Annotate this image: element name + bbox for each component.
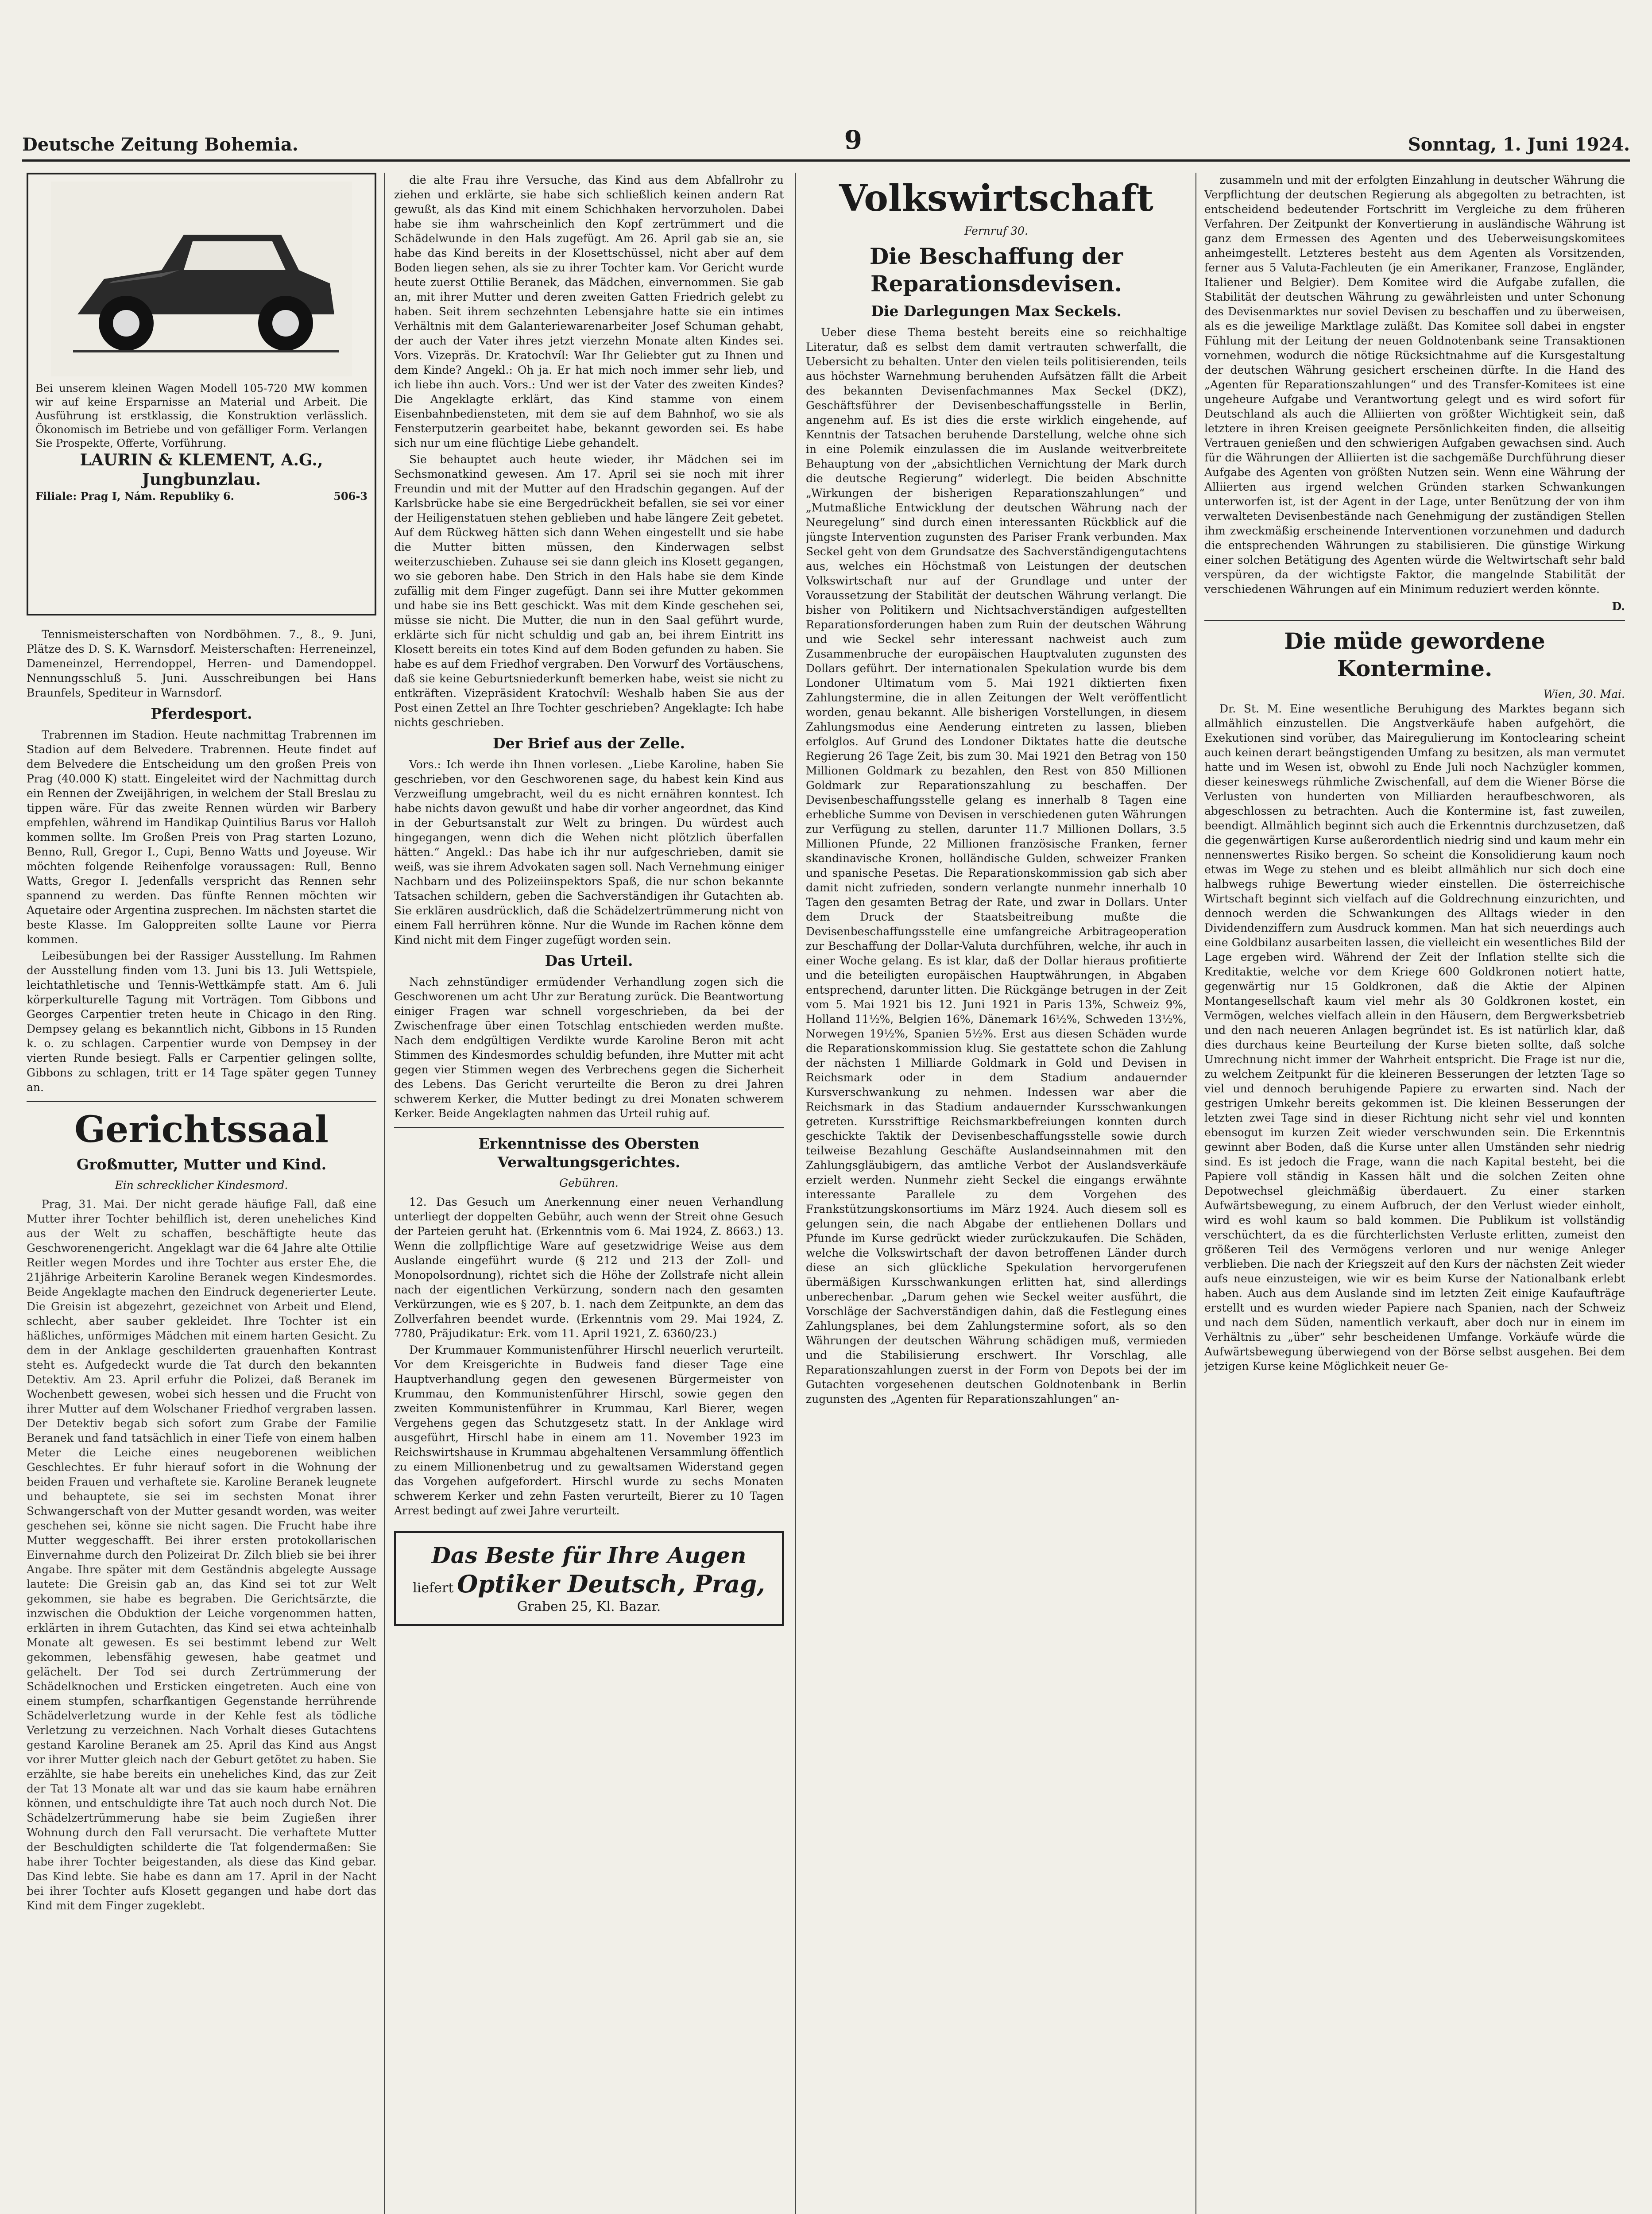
- trial-testimony-text: Sie behauptet auch heute wieder, ihr Mädchen sei im Sechsmonatkind gewesen. Am 17. April sei sie noch mit ihrer Freundin und mit der Mutter auf den Hradschin gegangen. Auf der Karlsbrücke habe sie eine Bergedrückheit befallen, sie sei vor einer der Heiligenstatuen stehen geblieben und habe längere Zeit gebetet. Auf dem Rückweg hätten sich dann Wehen eingestellt und sie habe die Mutter bitten müssen, den Kinderwagen selbst weiterzuschieben. Zuhause sei sie dann gleich ins Klosett gegangen, wo sie geboren habe. Den Strich in den Hals habe sie dem Kinde zufällig mit dem Finger zugefügt. Dann sei ihre Mutter gekommen und habe sie ins Bett geschickt. Was mit dem Kinde geschehen sei, müsse sie nicht. Die Mutter, die nun in den Saal geführt wurde, erklärte sich für nicht schuldig und gab an, bei ihrem Eintritt ins Klosett bereits ein totes Kind auf dem Boden gefunden zu haben. Sie habe es auf dem Friedhof vergraben. Den Vorwurf des Vortäuschens, daß sie keine Geburtsniederkunft bemerken habe, weist sie nicht zu entkräften. Vizepräsident Kratochvíl: Weshalb haben Sie aus der Post einen Zettel an Ihre Tochter geschrieben? Angeklagte: Ich habe nichts geschrieben.: [394, 453, 784, 729]
- reparation-text: Ueber diese Thema besteht bereits eine so reichhaltige Literatur, daß es selbst dem damit vertrauten schwerfallt, die Uebersicht zu behalten. Unter den vielen teils politisierenden, teils aus höchster Warnehmung beruhenden Aufsätzen fällt die Arbeit des bekannten Devisenfachmannes Max Seckel (DKZ), Geschäftsführer der Devisenbeschaffungsstelle in Berlin, angenehm auf. Es ist dies die erste wirklich eingehende, auf Kenntnis der Tatsachen beruhende Darstellung, welche ohne sich in eine Polemik einzulassen die im Auslande weitverbreitete Behauptung von der „absichtlichen Vernichtung der Mark durch die deutsche Regierung“ widerlegt. Die beiden Abschnitte „Wirkungen der bisherigen Reparationszahlungen“ und „Mutmaßliche Entwicklung der deutschen Währung nach der Neuregelung“ sind durch einen interessanten Rückblick auf die jüngste Intervention zugunsten des Pariser Frank verbunden. Max Seckel geht von dem Grundsatze des Sachverständigengutachtens aus, welches ein Höchstmaß von Leistungen der deutschen Volkswirtschaft nur auf der Grundlage und unter der Voraussetzung der Stabilität der deutschen Währung verlangt. Die bisher von Politikern und Nichtsachverständigen aufgestellten Reparationsforderungen haben zum Ruin der deutschen Währung und wie Seckel sehr interessant nachweist auch zum Zusammenbruche der europäischen Hauptvaluten zugunsten des Dollars geführt. Der internationalen Spekulation wurde bis dem Londoner Ultimatum vom 5. Mai 1921 diktierten fixen Zahlungstermine, die in allen Zeitungen der Welt veröffentlicht worden, genau bekannt. Alle bisherigen Vorstellungen, in diesem Zahlungsmodus eine Aenderung eintreten zu lassen, blieben erfolglos. Auf Grund des Londoner Diktates hatte die deutsche Regierung 26 Tage Zeit, bis zum 30. Mai 1921 den Betrag von 150 Millionen Goldmark zu bezahlen, den Rest von 850 Millionen Goldmark zur Reparationszahlung zu beschaffen. Der Devisenbeschaffungsstelle gelang es innerhalb 8 Tagen eine erhebliche Summe von Devisen in verschiedenen guten Währungen zur Verfügung zu stellen, darunter 11.7 Millionen Dollars, 3.5 Millionen Pfunde, 22 Millionen französische Franken, ferner skandinavische Kronen, holländische Gulden, schweizer Franken und spanische Pesetas. Die Reparationskommission gab sich aber damit nicht zufrieden, sondern verlangte nunmehr innerhalb 10 Tagen den gesamten Betrag der Rate, und zwar in Dollars. Unter dem Druck der Staatsbeitreibung mußte die Devisenbeschaffungsstelle eine umfangreiche Arbitrageoperation zur Beschaffung der Dollar-Valuta durchführen, welche, ihr auch in einer Woche gelang. Es ist klar, daß der Dollar hieraus profitierte und die beteiligten europäischen Hauptwährungen, in Abgaben entsprechend, darunter litten. Die Rückgänge betrugen in der Zeit vom 5. Mai 1921 bis 12. Juni 1921 in Paris 13%, Schweiz 9%, Holland 11½%, Belgien 16%, Dänemark 16½%, Schweden 13½%, Norwegen 19½%, Spanien 5½%. Erst aus diesen Schäden wurde die Reparationskommission klug. Sie gestattete schon die Zahlung der nächsten 1 Milliarde Goldmark in Gold und Devisen in Reichsmark oder in dem Stadium andauernder Kursverschwankung zu nehmen. Indessen war aber die Reichsmark in das Stadium andauernder Kursschwankungen getreten. Kursstriftige Reichsmarkbefreiungen konnten durch geschickte Taktik der Devisenbeschaffungsstelle sowie durch teilweise Bezahlung Geschäfte Auslandseinnahmen mit den Zahlungsgläubigern, das amtliche Verbot der Auslandsverkäufe erzielt werden. Nunmehr zieht Seckel die eingangs erwähnte interessante Parallele zu dem Vorgehen des Frankstützungskonsortiums im März 1924. Auch diesem soll es gelungen sein, die nach Abgabe der entliehenen Dollars und Pfunde im Kurse gedrückt wieder zurückzukaufen. Die Schäden, welche die Volkswirtschaft der davon betroffenen Länder durch diese an sich glückliche Spekulation hervorgerufenen übermäßigen Kursschwankungen erlitten hat, sind allerdings unberechenbar. „Darum gehen wie Seckel weiter ausführt, die Vorschläge der Sachverständigen dahin, daß die Festlegung eines Zahlungsplanes, bei dem Zahlungstermine sofort, als so den Währungen der deutschen Währung schädigen muß, vermieden und die Stabilisierung erschwert. Ihr Vorschlag, alle Reparationszahlungen zuerst in der Form von Depots bei der im Gutachten vorgesehenen deutschen Goldnotenbank in Berlin zugunsten des „Agenten für Reparationszahlungen“ an-: [806, 326, 1187, 1405]
- trial-continued-text: die alte Frau ihre Versuche, das Kind aus dem Abfallrohr zu ziehen und erklärte, sie habe sich schließlich keinen andern Rat gewußt, als das Kind mit einem Schichhaken hervorzuholen. Dabei habe sie ihm wahrscheinlich den Kopf zertrümmert und die Schädelwunde in den Hals zugefügt. Am 26. April gab sie an, sie habe das Kind bereits in der Klosettschüssel, nicht aber auf dem Boden liegen sehen, als sie zu ihrer Tochter kam. Vor Gericht wurde heute zuerst Ottilie Beranek, das Mädchen, einvernommen. Sie gab an, mit ihrer Mutter und deren zweiten Gatten Friedrich gelebt zu haben. Seit ihrem sechzehnten Lebensjahre hatte sie ein intimes Verhältnis mit dem Galanteriewarenarbeiter Josef Schuman gehabt, der auch der Vater ihres jetzt vierzehn Monate alten Kindes sei. Vors. Vizepräs. Dr. Kratochvíl: War Ihr Geliebter gut zu Ihnen und dem Kinde? Angekl.: Oh ja. Er hat mich noch immer sehr lieb, und ich liebe ihn auch. Vors.: Und wer ist der Vater des zweiten Kindes? Die Angeklagte erklärt, das Kind stamme von einem Eisenbahnbediensteten, mit dem sie auf dem Bahnhof, wo sie als Fensterputzerin gearbeitet habe, bekannt geworden sei. Es habe sich nur um eine flüchtige Liebe gehandelt.: [394, 174, 784, 449]
- ad-branch: Filiale: Prag I, Nám. Republiky 6.: [35, 490, 234, 503]
- ad-code: 506-3: [333, 490, 368, 503]
- column-2: [394, 173, 784, 2214]
- verwaltung-text: 12. Das Gesuch um Anerkennung einer neuen Verhandlung unterliegt der doppelten Gebühr, auch wenn der Streit ohne Gesuch der Parteien geruht hat. (Erkenntnis vom 6. Mai 1924, Z. 8663.) 13. Wenn die zollpflichtige Ware auf gesetzwidrige Weise aus dem Auslande eingeführt wurde (§ 212 und 213 der Zoll- und Monopolsordnung), richtet sich die Höhe der Zollstrafe nicht allein nach der eigentlichen Verkürzung, sondern nach den gesamten Verkürzungen, wie es § 207, b. 1. nach dem Zeitpunkte, an dem das Zollverfahren beendet wurde. (Erkenntnis vom 29. Mai 1924, Z. 7780, Präjudikatur: Erk. vom 11. April 1921, Z. 6360/23.): [394, 1196, 784, 1340]
- car-advertisement: [27, 173, 376, 615]
- optiker-slogan: Das Beste für Ihre Augen: [431, 1542, 747, 1568]
- column-1: [27, 173, 376, 2214]
- column-divider: [1195, 173, 1196, 2214]
- reparation-continued-text: zusammeln und mit der erfolgten Einzahlung in deutscher Währung die Verpflichtung der deutschen Regierung als abgegolten zu betrachten, ist entscheidend bedeutender Fortschritt im Vergleiche zu dem früheren Verfahren. Der Zeitpunkt der Konvertierung in ausländische Währung ist ganz dem Ermessen des Agenten und des Ueberweisungskomitees anheimgestellt. Letzteres besteht aus dem Agenten als Vorsitzenden, ferner aus 5 Valuta-Fachleuten (je ein Amerikaner, Franzose, Engländer, Italiener und Belgier). Dem Komitee wird die Aufgabe zufallen, die Stabilität der deutschen Währung zu gewährleisten und unter Schonung des Devisenmarktes nur soviel Devisen zu beschaffen und zu überweisen, als es die jeweilige Marktlage zuläßt. Das Komitee soll dabei in engster Fühlung mit der Leitung der neuen Goldnotenbank seine Transaktionen vornehmen, wodurch die nötige Rücksichtnahme auf die Kursgestaltung der deutschen Währung gesichert erscheinen dürfte. In die Hand des „Agenten für Reparationszahlungen“ und des Transfer-Komitees ist eine ungeheure Aufgabe und Verantwortung gelegt und es wird sofort für Deutschland als auch die Alliierten von größter Wichtigkeit sein, daß letztere in ihren Kreisen geeignete Persönlichkeiten finden, die allseitig Vertrauen genießen und den schwierigen Aufgaben gewachsen sind. Auch für die Währungen der Alliierten ist die sachgemäße Durchführung dieser Aufgabe des Agenten von größten Nutzen sein. Wenn eine Währung der Alliierten aus irgend welchen Gründen starken Schwankungen unterworfen ist, ist der Agent in der Lage, unter Benützung der von ihm verwalteten Devisenbestände nach Genehmigung der zuständigen Stellen ihm zweckmäßig erscheinende Interventionen vorzunehmen und dadurch die entsprechenden Währungen zu stabilisieren. Die günstige Wirkung einer solchen Betätigung des Agenten würde die Weltwirtschaft sehr bald verspüren, da der wichtigste Faktor, die mangelnde Stabilität der verschiedenen Währungen auf ein Minimum reduziert werden könnte.: [1204, 174, 1625, 596]
- column-divider: [795, 173, 796, 2214]
- reparation-headline: Die Beschaffung der Reparationsdevisen.: [869, 243, 1123, 297]
- issue-date: Sonntag, 1. Juni 1924.: [1408, 134, 1630, 155]
- masthead-rule: [22, 159, 1630, 162]
- kontermine-text: Dr. St. M. Eine wesentliche Beruhigung des Marktes begann sich allmählich einzustellen. Die Angstverkäufe haben aufgehört, die Exekutionen sind vorüber, das Mairegulierung im Kontoclearing scheint auch keinen derart beängstigenden Umfang zu besitzen, als man vermutet hatte und im Wesen ist, obwohl zu Ende Juli noch Nachzügler kommen, dieser keineswegs rühmliche Zwischenfall, auf dem die Wiener Börse die Verlusten von hunderten von Milliarden heraufbeschworen, als abgeschlossen zu betrachten. Auch die Kontermine ist, fast zuweilen, beendigt. Allmählich beginnt sich auch die Erkenntnis durchzusetzen, daß die gegenwärtigen Kurse außerordentlich niedrig sind und kaum mehr ein nennenswertes Risiko bergen. So scheint die Konsolidierung kaum noch etwas im Wege zu stehen und es bleibt allmählich nur sich doch eine halbwegs ruhige Bewertung wieder einstellen. Die österreichische Wirtschaft beginnt sich vielfach auf die Goldrechnung einzurichten, und dennoch werden die Schwankungen des Alltags wieder in den Dividendenziffern zum Ausdruck kommen. Man hat sich neuerdings auch eine Goldbilanz ausarbeiten lassen, die vielleicht ein wesentliches Bild der Lage ergeben wird. Während der Zeit der Inflation stellte sich die Kreditaktie, welche vor dem Kriege 600 Goldkronen notiert hatte, gegenwärtig nur 15 Goldkronen, daß die Aktie der Alpinen Montangesellschaft kaum viel mehr als 30 Goldkronen kostet, ein Vermögen, welches vielfach allein in den Häusern, dem Bergwerksbetrieb und den nach neueren Anlagen begründet ist. Es ist natürlich klar, daß dies durchaus keine Beurteilung der Kurse bieten sollte, daß solche Umrechnung nicht immer der Wahrheit entspricht. Die Frage ist nur die, zu welchem Zeitpunkt für die kleineren Besserungen der letzten Tage so viel und dennoch beruhigende Papiere zu erwarten sind. Nach der gestrigen Umkehr bereits gekommen ist. Die kleinen Besserungen der letzten zwei Tage sind in dieser Richtung nicht sehr viel und konnten ebensogut im kurzen Zeit wieder verschwunden sein. Die Erkenntnis gewinnt aber Boden, daß die Kurse unter allen Umständen sehr niedrig sind. Es ist jedoch die Frage, wann die nach Kapital besteht, bei die Papiere voll ständig in Kassen hält und die solchen Zeiten ohne Depotwechsel gleichmäßig überdauert. Zu einer starken Aufwärtsbewegung, zu einem Aufbruch, der den Verlust wieder einholt, wird es wohl kaum so bald kommen. Die Publikum ist vollständig verschüchtert, da es die fürchterlichsten Verluste erlitten, zumeist den größeren Teil des Vermögens verloren und nur wenige Anleger verblieben. Die nach der Kriegszeit auf den Kurs der nächsten Zeit wieder aufs neue einzusteigen, wie wir es beim Kurse der Nationalbank erlebt haben. Auch aus dem Auslande sind im letzten Zeit einige Kaufaufträge erstellt und es wurden wieder Papiere nach Spanien, nach der Schweiz und nach dem Süden, namentlich verkauft, aber doch nur in einem im Verhältnis zu „über“ sehr bescheidenen Umfange. Vorkäufe würde die Aufwärtsbewegung überwiegend von der Börse selbst ausgehen. Bei dem jetzigen Kurse keine Möglichkeit neuer Ge-: [1204, 702, 1625, 1373]
- gerichtssaal-tagline: Ein schrecklicher Kindesmord.: [115, 1179, 288, 1192]
- verwaltung-heading: Erkenntnisse des Obersten Verwaltungsgerichtes.: [478, 1135, 700, 1171]
- verwaltung-subheading: Gebühren.: [559, 1177, 619, 1189]
- optiker-prefix: liefert: [413, 1580, 454, 1596]
- volkswirtschaft-heading: Volkswirtschaft: [839, 177, 1153, 220]
- section-divider: [27, 1101, 376, 1102]
- article-signature: D.: [1612, 600, 1625, 613]
- column-4: [1204, 173, 1625, 2214]
- kontermine-headline: Die müde gewordene Kontermine.: [1284, 628, 1545, 681]
- ad-text: Bei unserem kleinen Wagen Modell 105-720 MW kommen wir auf keine Ersparnisse an Material und Arbeit. Die Ausführung ist erstklassig, die Konstruktion verlässlich. Ökonomisch im Betriebe und von gefälliger Form. Verlangen Sie Prospekte, Offerte, Vorführung.: [35, 382, 368, 449]
- newspaper-name: Deutsche Zeitung Bohemia.: [22, 134, 298, 155]
- section-divider: [1204, 620, 1625, 621]
- gerichtssaal-subheading: Großmutter, Mutter und Kind.: [76, 1156, 327, 1173]
- section-divider: [394, 1127, 784, 1128]
- car-illustration-icon: [51, 182, 352, 376]
- reparation-subheadline: Die Darlegungen Max Seckels.: [871, 302, 1122, 320]
- kontermine-dateline: Wien, 30. Mai.: [1543, 688, 1625, 701]
- pferdesport-text: Trabrennen im Stadion. Heute nachmittag Trabrennen im Stadion auf dem Belvedere. Trabrennen. Heute findet auf dem Belvedere die Entscheidung um den großen Preis von Prag (40.000 K) statt. Eingeleitet wird der Nachmittag durch ein Rennen der Zweijährigen, in welchem der Stall Breslau zu tippen wäre. Für das zweite Rennen würden wir Barbery empfehlen, während im Handikap Quintilius Barus vor Halloh kommen sollte. Im Großen Preis von Prag starten Lozuno, Benno, Rull, Gregor I., Cupi, Benno Watts und Joyeuse. Wir möchten folgende Reihenfolge voraussagen: Rull, Benno Watts, Gregor I. Jedenfalls verspricht das Rennen sehr spannend zu werden. Das fünfte Rennen möchten wir Aquetaire oder Argentina zusprechen. Im nächsten startet die beste Klasse. Im Galoppreiten sollte Laune vor Pierra kommen.: [27, 728, 376, 946]
- sport-more-text: Leibesübungen bei der Rassiger Ausstellung. Im Rahmen der Ausstellung finden vom 13. Juni bis 13. Juli Wettspiele, leichtathletische und Tennis-Wettkämpfe statt. Am 6. Juli körperkulturelle Tagung mit Vorträgen. Tom Gibbons und Georges Carpentier treten heute in Chicago in den Ring. Dempsey gelang es bekanntlich nicht, Gibbons in 15 Runden k. o. zu schlagen. Carpentier wurde von Dempsey in der vierten Runde besiegt. Falls er Carpentier gelingen sollte, Gibbons zu schlagen, tritt er 14 Tage später gegen Tunney an.: [27, 949, 376, 1094]
- krummau-text: Der Krummauer Kommunistenführer Hirschl neuerlich verurteilt. Vor dem Kreisgerichte in Budweis fand dieser Tage eine Hauptverhandlung gegen den gewesenen Bürgermeister von Krummau, den Kommunistenführer Hirschl, sowie gegen den zweiten Kommunistenführer in Krummau, Karl Bierer, wegen Vergehens gegen das Schutzgesetz statt. In der Anklage wird ausgeführt, Hirschl habe in einem am 11. November 1923 im Reichswirtshause in Krummau abgehaltenen Versammlung öffentlich zu einem Millionenbetrug und zu gewaltsamen Widerstand gegen das Vorgehen aufgefordert. Hirschl wurde zu sechs Monaten schwerem Kerker und zehn Fasten verurteilt, Bierer zu 10 Tagen Arrest bedingt auf zwei Jahre verurteilt.: [394, 1343, 784, 1517]
- ad-branch-line: [35, 489, 368, 503]
- verdict-heading: Das Urteil.: [545, 952, 633, 969]
- optiker-advertisement: [394, 1531, 784, 1626]
- ad-brand: LAURIN & KLEMENT, A.G., Jungbunzlau.: [80, 451, 323, 489]
- verdict-text: Nach zehnstündiger ermüdender Verhandlung zogen sich die Geschworenen um acht Uhr zur Beratung zurück. Die Beantwortung einiger Fragen war schnell vorgeschrieben, da bei der Zwischenfrage über einen Totschlag entschieden werden mußte. Nach dem endgültigen Verdikte wurde Karoline Beron mit acht Stimmen des Kindesmordes schuldig befunden, ihre Mutter mit acht gegen vier Stimmen wegen des Verbrechens gegen die Sicherheit des Lebens. Das Gericht verurteilte die Beron zu drei Jahren schwerem Kerker, die Mutter bedingt zu drei Monaten schwerem Kerker. Beide Angeklagten nahmen das Urteil ruhig auf.: [394, 975, 784, 1120]
- masthead: [22, 120, 1630, 155]
- pferdesport-heading: Pferdesport.: [151, 705, 252, 722]
- volkswirtschaft-phone: Fernruf 30.: [964, 224, 1028, 237]
- page-number: 9: [844, 125, 863, 155]
- optiker-name: Optiker Deutsch, Prag,: [457, 1570, 765, 1598]
- column-divider: [384, 173, 385, 2214]
- optiker-address: Graben 25, Kl. Bazar.: [517, 1599, 661, 1614]
- column-3: [806, 173, 1187, 2214]
- letter-heading: Der Brief aus der Zelle.: [492, 735, 685, 752]
- sport-tennis-text: Tennismeisterschaften von Nordböhmen. 7., 8., 9. Juni, Plätze des D. S. K. Warnsdorf. Meisterschaften: Herreneinzel, Dameneinzel, Herrendoppel, Herren- und Damendoppel. Nennungsschluß 5. Juni. Ausschreibungen bei Hans Braunfels, Spediteur in Warnsdorf.: [27, 628, 376, 699]
- letter-text: Vors.: Ich werde ihn Ihnen vorlesen. „Liebe Karoline, haben Sie geschrieben, vor den Geschworenen sage, du habest kein Kind aus Verzweiflung umgebracht, weil du es nicht ernähren konntest. Ich habe nichts davon gewußt und habe dir vorher angeordnet, das Kind in der Geburtsanstalt zur Welt zu bringen. Du würdest auch hingegangen, wenn dich die Wehen nicht plötzlich überfallen hätten.“ Angekl.: Das habe ich ihr nur aufgeschrieben, damit sie weiß, was sie ihrem Advokaten sagen soll. Nach Vernehmung einiger Nachbarn und des Polizeiinspektors Spaß, die nur schon bekannte Tatsachen schildern, geben die Sachverständigen ihr Gutachten ab. Sie erklären ausdrücklich, daß die Schädelzertrümmerung nicht von einem Fall herrühren könne. Nur die Wunde im Rachen könne dem Kind nicht mit dem Finger zugefügt worden sein.: [394, 758, 784, 946]
- gerichtssaal-text: Prag, 31. Mai. Der nicht gerade häufige Fall, daß eine Mutter ihrer Tochter behilflich ist, deren uneheliches Kind aus der Welt zu schaffen, beschäftigte heute das Geschworenengericht. Angeklagt war die 64 Jahre alte Ottilie Reitler wegen Mordes und ihre Tochter aus erster Ehe, die 21jährige Arbeiterin Karoline Beranek wegen Kindesmordes. Beide Angeklagte machen den Eindruck degenerierter Leute. Die Greisin ist abgezehrt, gezeichnet von Arbeit und Elend, schlecht, aber sauber gekleidet. Ihre Tochter ist ein häßliches, unförmiges Mädchen mit einem harten Gesicht. Zu dem in der Anklage geschilderten grauenhaften Kontrast steht es. Aufgedeckt wurde die Tat durch den bekannten Detektiv. Am 23. April erfuhr die Polizei, daß Beranek im Wochenbett gewesen, wobei sich hessen und die Frucht von ihrer Mutter auf dem Wolschaner Friedhof vergraben lassen. Der Detektiv begab sich sofort zum Grabe der Familie Beranek und fand tatsächlich in einer Tiefe von einem halben Meter die Leiche eines neugeborenen weiblichen Geschlechtes. Er fuhr hierauf sofort in die Wohnung der beiden Frauen und verhaftete sie. Karoline Beranek leugnete und behauptete, sie sei im sechsten Monat ihrer Schwangerschaft von der Mutter gesandt worden, was weiter geschehen sei, könne sie nicht sagen. Die Frucht habe ihre Mutter weggeschafft. Bei ihrer ersten protokollarischen Einvernahme durch den Polizeirat Dr. Zilch blieb sie bei ihrer Angabe. Ihre später mit dem Geständnis abgelegte Aussage lautete: Die Greisin gab an, das Kind sei tot zur Welt gekommen, sie habe es begraben. Die Gerichtsärzte, die inzwischen die Obduktion der Leiche vorgenommen hatten, erklärten in ihrem Gutachten, das Kind sei etwa achteinhalb Monate alt gewesen. Es sei bestimmt lebend zur Welt gekommen, lebensfähig gewesen, habe geatmet und gelächelt. Der Tod sei durch Zertrümmerung der Schädelknochen und Ersticken eingetreten. Auch eine von einem stumpfen, scharfkantigen Gegenstande herrührende Schädelverletzung wurde in der Kehle fest als tödliche Verletzung zu verzeichnen. Nach Vorhalt dieses Gutachtens gestand Karoline Beranek am 25. April das Kind aus Angst vor ihrer Mutter gleich nach der Geburt getötet zu haben. Sie erzählte, sie habe bereits ein uneheliches Kind, das zur Zeit der Tat 13 Monate alt war und das sie kaum habe ernähren können, und entschuldigte ihre Tat auch noch durch Not. Die Schädelzertrümmerung habe sie beim Zugießen ihrer Wohnung durch den Fall verursacht. Die verhaftete Mutter der Beschuldigten schilderte die Tat folgendermaßen: Sie habe ihrer Tochter beigestanden, als diese das Kind gebar. Das Kind lebte. Sie habe es dann am 17. April in der Nacht bei ihrer Tochter aufs Klosett gegangen und habe dort das Kind mit dem Finger zugeklebt.: [27, 1198, 376, 1912]
- gerichtssaal-heading: Gerichtssaal: [74, 1108, 329, 1151]
